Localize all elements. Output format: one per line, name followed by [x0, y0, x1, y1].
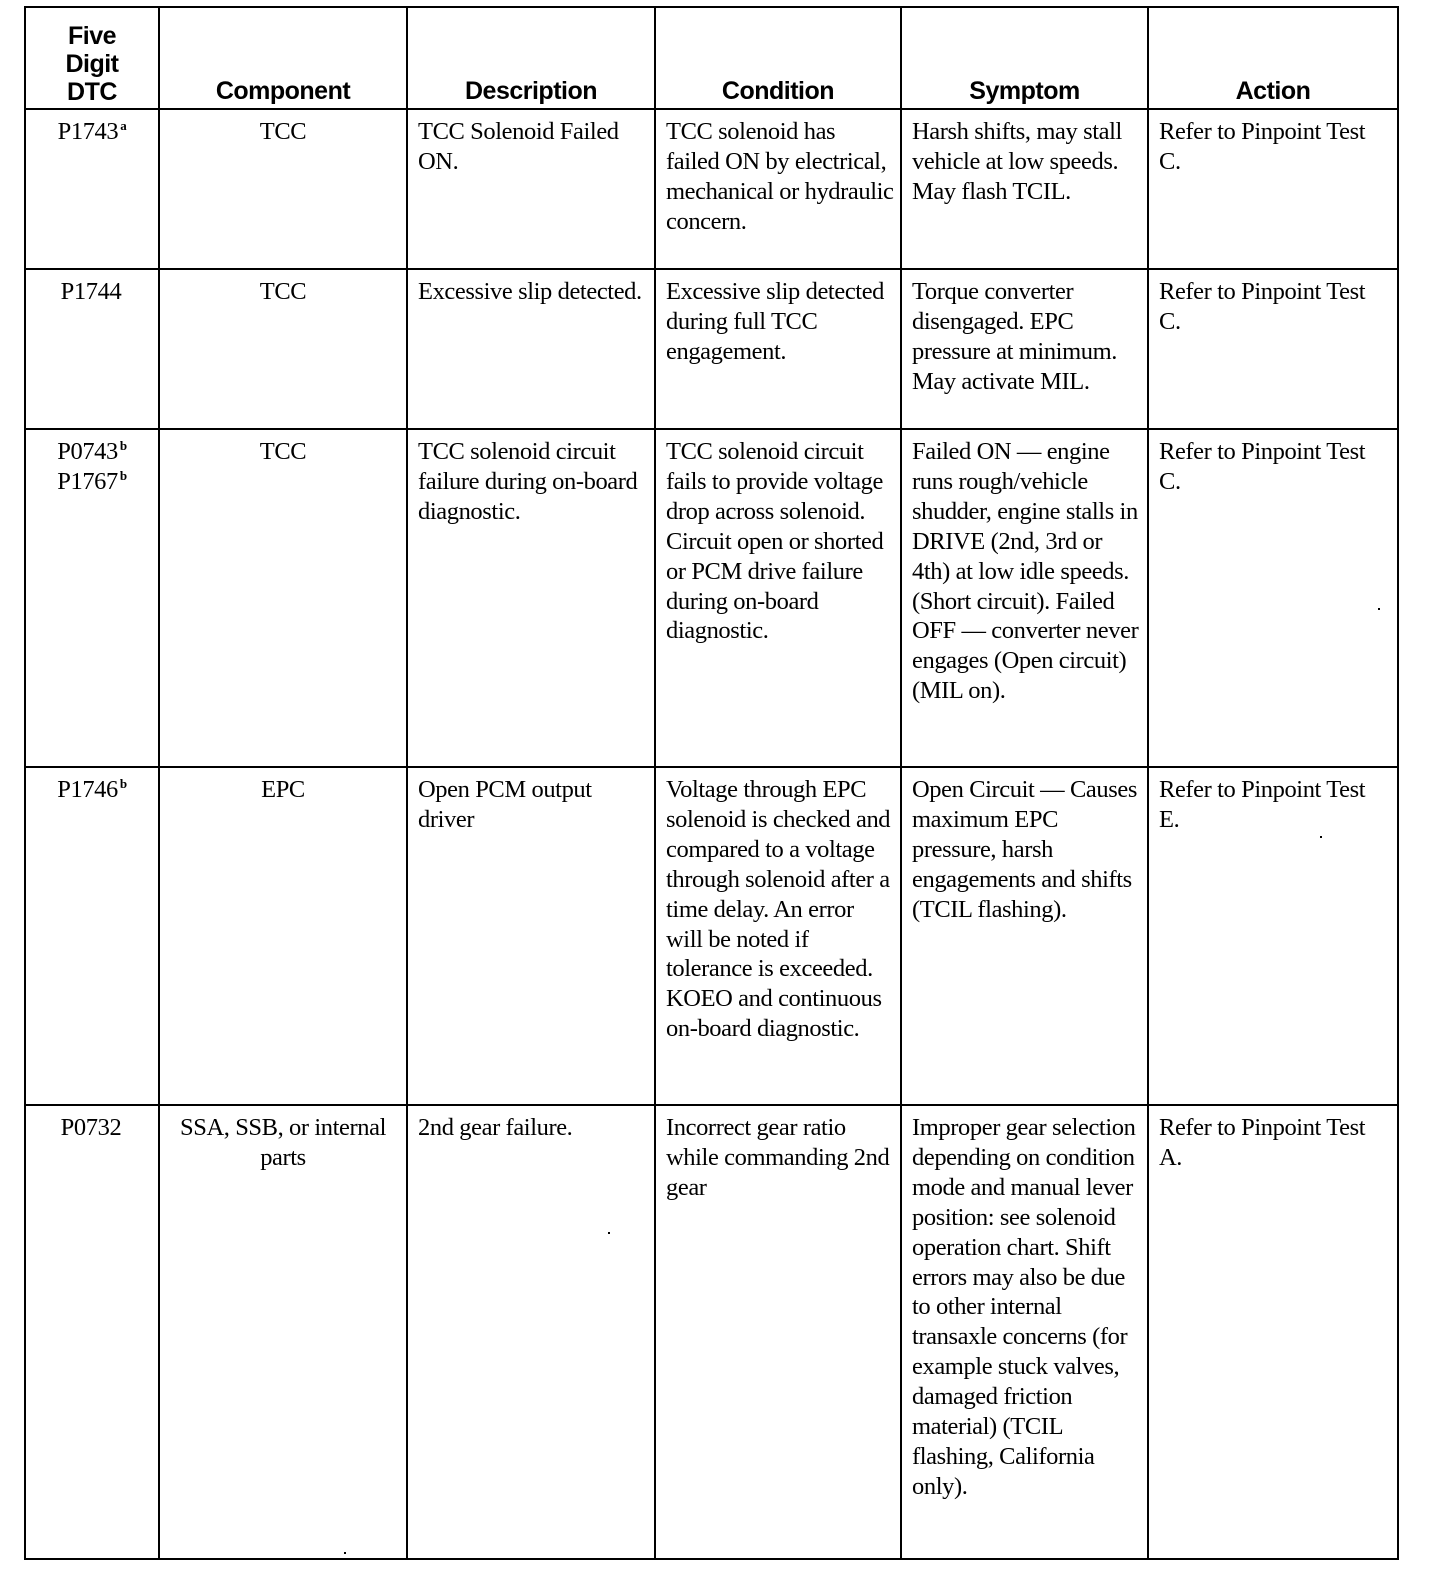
- header-dtc-line: DTC: [67, 78, 117, 106]
- action-cell: Refer to Pinpoint Test C.: [1148, 109, 1398, 269]
- dtc-code: P1744: [60, 278, 122, 305]
- symptom-cell: Torque converter disengaged. EPC pressure at minimum. May activate MIL.: [901, 269, 1148, 429]
- header-action: Action: [1148, 7, 1398, 109]
- component-cell: TCC: [159, 109, 407, 269]
- dtc-code-cell: [25, 429, 159, 767]
- condition-cell: TCC solenoid has failed ON by electrical, mechanical or hydraulic concern.: [655, 109, 901, 269]
- component-cell: TCC: [159, 429, 407, 767]
- footnote-marker: b: [119, 437, 127, 453]
- action-cell: Refer to Pinpoint Test A.: [1148, 1105, 1398, 1559]
- action-cell: Refer to Pinpoint Test E.: [1148, 767, 1398, 1105]
- header-condition: Condition: [655, 7, 901, 109]
- condition-cell: TCC solenoid circuit fails to provide voltage drop across solenoid. Circuit open or shorted or PCM drive failure during on-board diagnostic.: [655, 429, 901, 767]
- table-row: [25, 1105, 1398, 1559]
- dtc-code: P0732: [60, 1114, 122, 1141]
- header-dtc-line: Five: [67, 22, 117, 50]
- symptom-cell: Harsh shifts, may stall vehicle at low speeds. May flash TCIL.: [901, 109, 1148, 269]
- condition-cell: Incorrect gear ratio while commanding 2nd gear: [655, 1105, 901, 1559]
- table-row: [25, 767, 1398, 1105]
- dtc-code-cell: [25, 109, 159, 269]
- action-cell: Refer to Pinpoint Test C.: [1148, 269, 1398, 429]
- dtc-table: [24, 6, 1399, 1560]
- header-row: [25, 7, 1398, 109]
- component-cell: SSA, SSB, or internal parts: [159, 1105, 407, 1559]
- scan-speck: [344, 1552, 346, 1554]
- scan-speck: [1320, 836, 1322, 838]
- header-description: Description: [407, 7, 655, 109]
- dtc-code-cell: [25, 767, 159, 1105]
- description-cell: Excessive slip detected.: [407, 269, 655, 429]
- action-cell: Refer to Pinpoint Test C.: [1148, 429, 1398, 767]
- component-cell: EPC: [159, 767, 407, 1105]
- scan-speck: [608, 1232, 610, 1234]
- header-dtc-line: Digit: [65, 50, 119, 78]
- dtc-code: P1743 $^a$: [57, 117, 127, 145]
- footnote-marker: a: [120, 117, 127, 133]
- table-row: [25, 429, 1398, 767]
- header-component: Component: [159, 7, 407, 109]
- dtc-code: P1746 $^b$: [57, 775, 127, 803]
- dtc-code: P1767 $^b$: [57, 467, 127, 495]
- symptom-cell: Failed ON — engine runs rough/vehicle shudder, engine stalls in DRIVE (2nd, 3rd or 4th) at low idle speeds. (Short circuit). Failed OFF — converter never engages (Open circuit) (MIL on).: [901, 429, 1148, 767]
- description-cell: TCC Solenoid Failed ON.: [407, 109, 655, 269]
- description-cell: TCC solenoid circuit failure during on-board diagnostic.: [407, 429, 655, 767]
- dtc-code-cell: [25, 269, 159, 429]
- symptom-cell: Open Circuit — Causes maximum EPC pressure, harsh engagements and shifts (TCIL flashing).: [901, 767, 1148, 1105]
- condition-cell: Voltage through EPC solenoid is checked and compared to a voltage through solenoid after a time delay. An error will be noted if tolerance is exceeded. KOEO and continuous on-board diagnostic.: [655, 767, 901, 1105]
- condition-cell: Excessive slip detected during full TCC engagement.: [655, 269, 901, 429]
- description-cell: 2nd gear failure.: [407, 1105, 655, 1559]
- dtc-code: P0743 $^b$: [57, 437, 127, 465]
- footnote-marker: b: [119, 467, 127, 483]
- scan-speck: [1378, 608, 1380, 610]
- footnote-marker: b: [119, 775, 127, 791]
- description-cell: Open PCM output driver: [407, 767, 655, 1105]
- component-cell: TCC: [159, 269, 407, 429]
- dtc-code-cell: [25, 1105, 159, 1559]
- header-five-digit-dtc: [25, 7, 159, 109]
- table-row: [25, 269, 1398, 429]
- header-symptom: Symptom: [901, 7, 1148, 109]
- symptom-cell: Improper gear selection depending on condition mode and manual lever position: see solenoid operation chart. Shift errors may also be due to other internal transaxle concerns (for example stuck valves, damaged friction material) (TCIL flashing, California only).: [901, 1105, 1148, 1559]
- table-row: [25, 109, 1398, 269]
